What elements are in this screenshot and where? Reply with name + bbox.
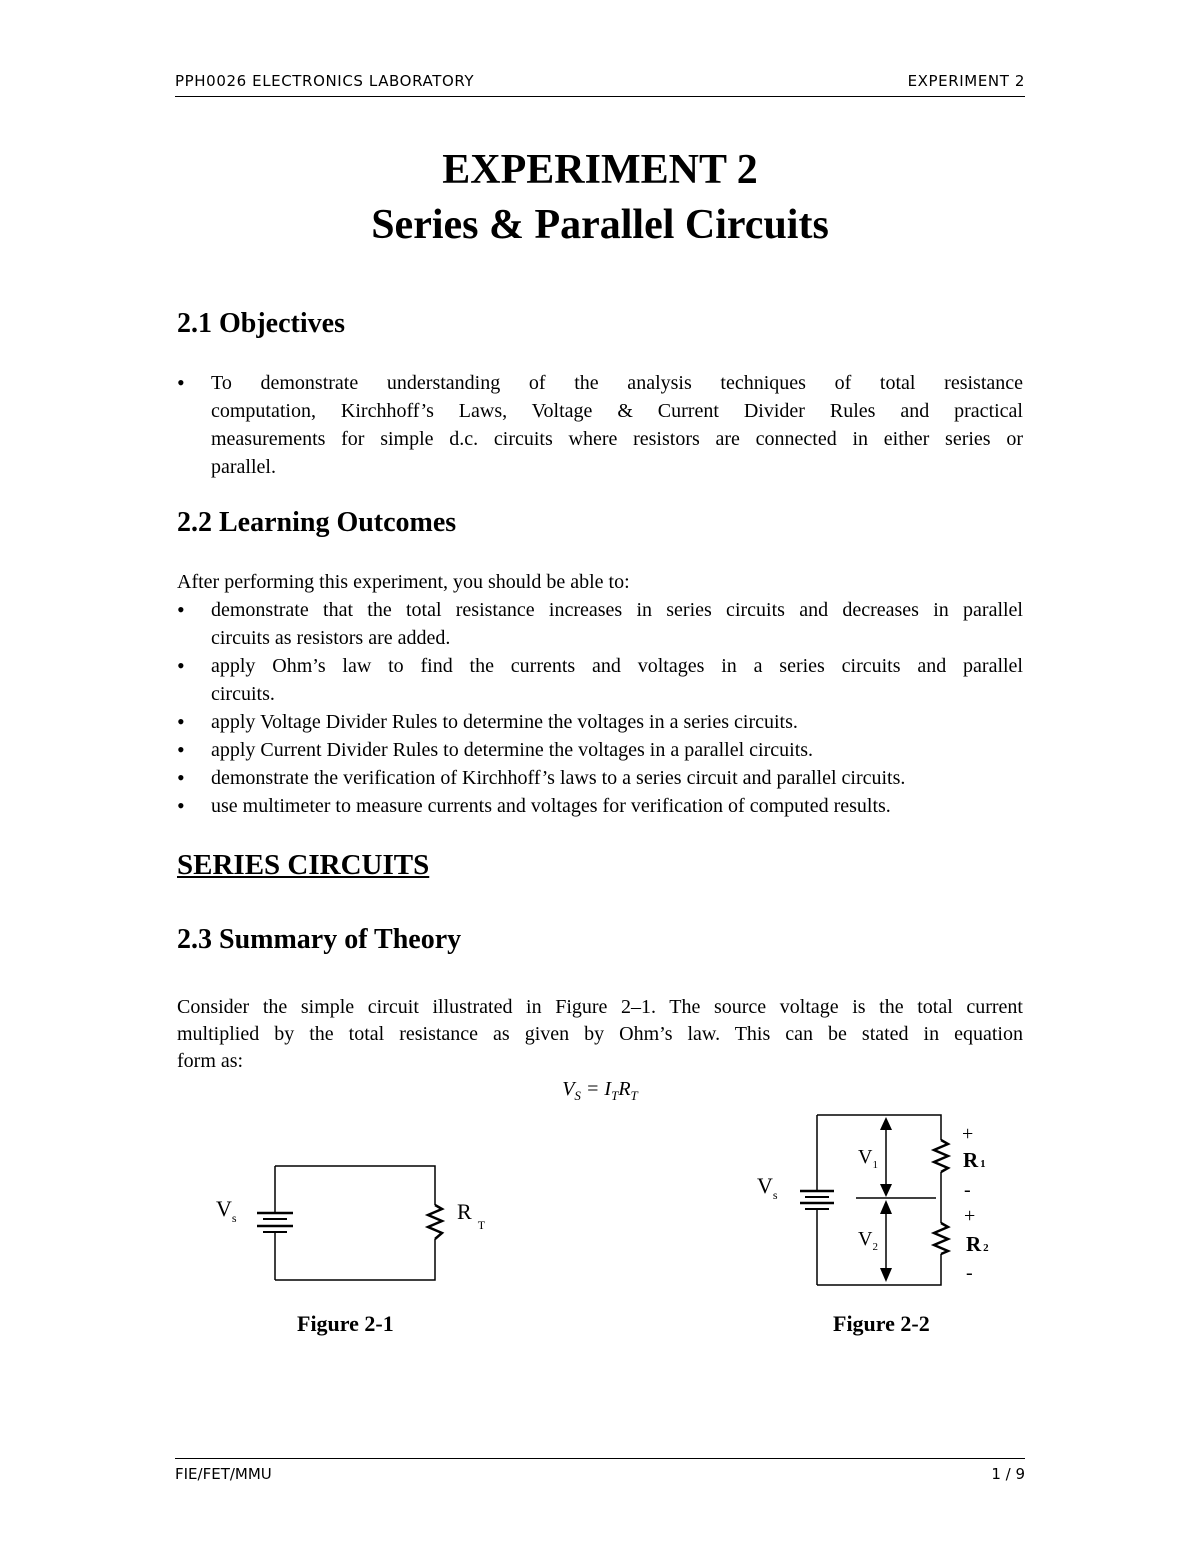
- outcome-line: • demonstrate that the total resistance increases in series circuits and decreases in parallel: [211, 599, 1023, 621]
- outcome-line: • apply Current Divider Rules to determine the voltages in a parallel circuits.: [211, 739, 814, 761]
- page-number: 1 / 9: [991, 1465, 1025, 1483]
- fig2-v2-label: $V_2$: [858, 1228, 878, 1253]
- voltage-arrow-v2-icon: [880, 1200, 892, 1282]
- fig2-r2-label: R 2: [966, 1232, 989, 1256]
- fig2-v1-label: $V_1$: [858, 1146, 878, 1171]
- fig2-r2-minus: -: [966, 1262, 973, 1284]
- theory-line: multiplied by the total resistance as given by Ohm’s law. This can be stated in equation: [177, 1023, 1023, 1045]
- battery-icon: [800, 1191, 834, 1209]
- outcomes-intro: After performing this experiment, you should be able to:: [177, 571, 630, 593]
- ohms-law-equation: $V_S = I_TR_T$: [562, 1078, 638, 1103]
- figure-2-2-caption: Figure 2-2: [833, 1311, 930, 1336]
- parallel-divider-wires: [817, 1115, 941, 1285]
- fig2-r1-minus: -: [964, 1179, 971, 1201]
- footer-faculty: FIE/FET/MMU: [175, 1465, 272, 1483]
- fig2-r2-plus: +: [964, 1205, 976, 1227]
- theory-line: Consider the simple circuit illustrated in Figure 2–1. The source voltage is the total current: [177, 996, 1023, 1018]
- theory-line: form as:: [177, 1050, 244, 1072]
- resistor-icon: [934, 1223, 948, 1254]
- header-experiment: EXPERIMENT 2: [907, 72, 1025, 90]
- objective-line: computation, Kirchhoff’s Laws, Voltage & Current Divider Rules and practical: [211, 400, 1023, 422]
- header-course: PPH0026 ELECTRONICS LABORATORY: [175, 72, 475, 90]
- page-title: EXPERIMENT 2: [442, 147, 758, 193]
- fig2-r1-plus: +: [962, 1123, 974, 1145]
- objective-line: measurements for simple d.c. circuits where resistors are connected in either series or: [211, 428, 1023, 450]
- outcome-line: circuits.: [211, 683, 275, 705]
- objective-line: • To demonstrate understanding of the analysis techniques of total resistance: [211, 372, 1023, 394]
- outcome-line: • apply Ohm’s law to find the currents and voltages in a series circuits and parallel: [211, 655, 1023, 677]
- outcomes-heading: 2.2 Learning Outcomes: [177, 507, 457, 538]
- fig1-rt-label: $R_T$: [457, 1199, 486, 1232]
- fig1-vs-label: $V_s$: [216, 1196, 237, 1225]
- outcome-line: • apply Voltage Divider Rules to determine the voltages in a series circuits.: [211, 711, 798, 733]
- page-footer: [175, 1458, 1025, 1485]
- objectives-heading: 2.1 Objectives: [177, 308, 345, 339]
- figure-2-1-caption: Figure 2-1: [297, 1311, 394, 1336]
- page-subtitle: Series & Parallel Circuits: [371, 202, 829, 248]
- fig2-r1-label: R 1: [963, 1148, 986, 1172]
- outcome-line: circuits as resistors are added.: [211, 627, 451, 649]
- outcome-line: • use multimeter to measure currents and voltages for verification of computed results.: [211, 795, 891, 817]
- voltage-arrow-v1-icon: [880, 1117, 892, 1197]
- resistor-icon: [934, 1140, 948, 1172]
- objective-line: parallel.: [211, 456, 276, 478]
- series-circuits-heading: SERIES CIRCUITS: [177, 849, 430, 881]
- fig2-vs-label: $V_s$: [757, 1173, 778, 1202]
- theory-heading: 2.3 Summary of Theory: [177, 924, 462, 955]
- outcome-line: • demonstrate the verification of Kirchhoff’s laws to a series circuit and parallel circuits.: [211, 767, 906, 789]
